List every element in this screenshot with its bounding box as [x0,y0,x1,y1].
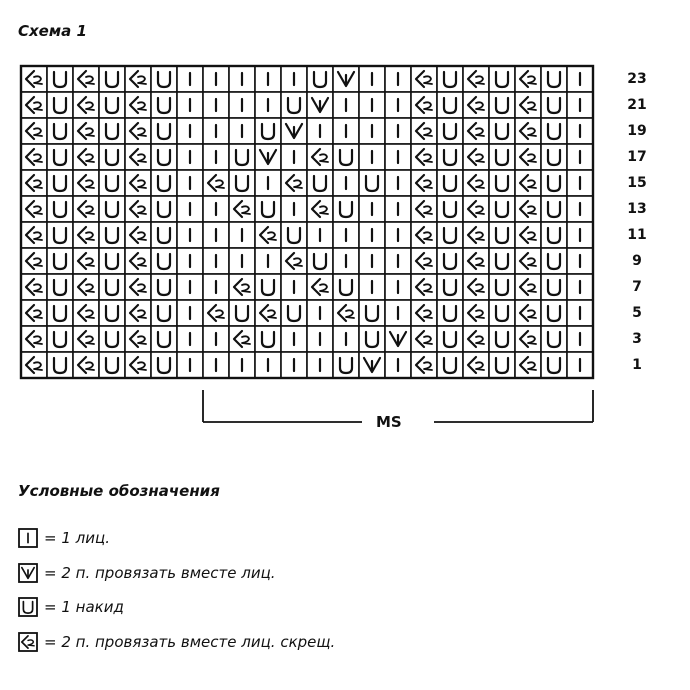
knit-stitch-cell [385,170,411,196]
yarn-over-cell [489,326,515,352]
legend-text: = 1 лиц. [44,529,110,547]
chart-title: Схема 1 [18,22,87,40]
yarn-over-cell [47,118,73,144]
k2tog-tbl-cell [515,92,541,118]
chart-row-1 [21,352,593,378]
k2tog-tbl-icon [18,632,38,652]
knit-stitch-cell [333,326,359,352]
knit-stitch-cell [255,248,281,274]
yarn-over-cell [541,144,567,170]
knit-stitch-cell [229,222,255,248]
k2tog-tbl-cell [21,352,47,378]
yarn-over-cell [489,222,515,248]
yarn-over-cell [47,144,73,170]
yarn-over-cell [307,170,333,196]
k2tog-tbl-cell [73,170,99,196]
yarn-over-cell [47,300,73,326]
knit-stitch-cell [385,274,411,300]
k2tog-tbl-cell [73,92,99,118]
knit-stitch-cell [255,66,281,92]
yarn-over-cell [151,326,177,352]
k2tog-tbl-cell [125,196,151,222]
k2tog-tbl-cell [21,196,47,222]
knit-stitch-cell [177,92,203,118]
chart-row-3 [21,326,593,352]
knit-stitch-cell [567,326,593,352]
row-number: 21 [627,97,647,113]
knit-stitch-cell [385,66,411,92]
k2tog-tbl-cell [411,144,437,170]
knit-stitch-cell [567,352,593,378]
knit-stitch-cell [281,274,307,300]
row-number: 7 [632,279,642,295]
yarn-over-cell [333,274,359,300]
k2tog-tbl-cell [463,248,489,274]
knit-stitch-cell [255,170,281,196]
knit-stitch-cell [255,92,281,118]
row-number: 3 [632,331,642,347]
yarn-over-cell [333,196,359,222]
row-number: 13 [627,201,647,217]
k2tog-tbl-cell [229,274,255,300]
yarn-over-cell [489,66,515,92]
yarn-over-cell [151,92,177,118]
k2tog-tbl-cell [73,144,99,170]
knit-stitch-cell [229,118,255,144]
yarn-over-cell [541,196,567,222]
yarn-over-cell [541,248,567,274]
k2tog-tbl-cell [125,300,151,326]
knit-stitch-icon [18,528,38,548]
k2tog-tbl-cell [411,66,437,92]
k2tog-tbl-cell [411,222,437,248]
k2tog-tbl-cell [515,326,541,352]
k2tog-tbl-cell [463,92,489,118]
knit-stitch-cell [281,196,307,222]
k2tog-tbl-cell [73,352,99,378]
k2tog-tbl-cell [515,300,541,326]
yarn-over-cell [437,170,463,196]
yarn-over-cell [359,170,385,196]
yarn-over-cell [151,222,177,248]
knit-stitch-cell [177,118,203,144]
k2tog-tbl-cell [463,222,489,248]
yarn-over-cell [47,326,73,352]
knit-stitch-cell [333,248,359,274]
yarn-over-cell [489,170,515,196]
k2tog-tbl-cell [463,326,489,352]
k2tog-tbl-cell [255,300,281,326]
repeat-label: MS [376,413,402,431]
legend-text: = 2 п. провязать вместе лиц. скрещ. [44,633,336,651]
k2tog-tbl-cell [21,170,47,196]
knit-stitch-cell [229,92,255,118]
k2tog-tbl-cell [307,196,333,222]
k2tog-tbl-cell [73,326,99,352]
knit-stitch-cell [281,66,307,92]
yarn-over-cell [99,118,125,144]
row-number: 1 [632,357,642,373]
k2tog-tbl-cell [411,352,437,378]
legend-text: = 1 накид [44,598,124,616]
k2tog-tbl-cell [515,274,541,300]
k2tog-tbl-cell [411,248,437,274]
k2tog-tbl-cell [21,274,47,300]
legend-title: Условные обозначения [18,482,220,500]
k2tog-cell [333,66,359,92]
yarn-over-cell [333,144,359,170]
knit-stitch-cell [359,222,385,248]
knit-stitch-cell [177,222,203,248]
yarn-over-cell [437,92,463,118]
k2tog-tbl-cell [463,274,489,300]
knit-stitch-cell [177,274,203,300]
k2tog-tbl-cell [73,66,99,92]
yarn-over-cell [437,300,463,326]
k2tog-cell [281,118,307,144]
knit-stitch-cell [567,144,593,170]
yarn-over-cell [541,326,567,352]
knit-stitch-cell [177,300,203,326]
knit-stitch-cell [385,248,411,274]
yarn-over-cell [541,300,567,326]
k2tog-tbl-cell [21,66,47,92]
k2tog-tbl-cell [125,92,151,118]
k2tog-tbl-cell [125,118,151,144]
k2tog-tbl-cell [515,248,541,274]
k2tog-tbl-cell [21,300,47,326]
yarn-over-cell [541,170,567,196]
yarn-over-cell [437,118,463,144]
yarn-over-cell [437,274,463,300]
knit-stitch-cell [203,196,229,222]
knit-stitch-cell [567,222,593,248]
k2tog-tbl-cell [463,196,489,222]
knit-stitch-cell [177,352,203,378]
yarn-over-cell [47,92,73,118]
knit-stitch-cell [177,196,203,222]
k2tog-tbl-cell [255,222,281,248]
knit-stitch-cell [333,222,359,248]
yarn-over-cell [437,352,463,378]
knit-stitch-cell [307,352,333,378]
yarn-over-cell [541,222,567,248]
yarn-over-cell [47,248,73,274]
row-number: 11 [627,227,647,243]
knit-stitch-cell [281,326,307,352]
knit-stitch-cell [385,144,411,170]
yarn-over-cell [437,326,463,352]
yarn-over-cell [151,144,177,170]
k2tog-tbl-cell [73,300,99,326]
k2tog-tbl-cell [463,352,489,378]
chart-row-19 [21,118,593,144]
knit-stitch-cell [307,118,333,144]
chart-row-9 [21,248,593,274]
k2tog-tbl-cell [229,196,255,222]
k2tog-tbl-cell [21,326,47,352]
k2tog-tbl-cell [307,274,333,300]
yarn-over-cell [47,170,73,196]
row-number: 19 [627,123,647,139]
yarn-over-cell [151,66,177,92]
chart-row-13 [21,196,593,222]
k2tog-tbl-cell [125,352,151,378]
yarn-over-icon [18,597,38,617]
knit-stitch-cell [177,326,203,352]
yarn-over-cell [541,118,567,144]
chart-row-17 [21,144,593,170]
chart-row-15 [21,170,593,196]
k2tog-cell [307,92,333,118]
knit-stitch-cell [567,274,593,300]
knit-stitch-cell [203,118,229,144]
knit-stitch-cell [203,66,229,92]
knit-stitch-cell [567,300,593,326]
k2tog-tbl-cell [463,66,489,92]
knit-stitch-cell [229,352,255,378]
yarn-over-cell [489,248,515,274]
knit-stitch-cell [385,196,411,222]
k2tog-cell [255,144,281,170]
knit-stitch-cell [203,222,229,248]
yarn-over-cell [255,118,281,144]
k2tog-tbl-cell [463,170,489,196]
knit-stitch-cell [567,92,593,118]
k2tog-tbl-cell [411,118,437,144]
yarn-over-cell [437,222,463,248]
knit-stitch-cell [177,66,203,92]
k2tog-tbl-cell [411,196,437,222]
yarn-over-cell [47,352,73,378]
k2tog-tbl-cell [73,118,99,144]
knit-stitch-cell [203,352,229,378]
yarn-over-cell [229,300,255,326]
yarn-over-cell [99,66,125,92]
yarn-over-cell [489,300,515,326]
knit-stitch-cell [359,118,385,144]
yarn-over-cell [99,170,125,196]
k2tog-tbl-cell [411,170,437,196]
yarn-over-cell [151,170,177,196]
k2tog-tbl-cell [73,222,99,248]
knit-stitch-cell [203,144,229,170]
yarn-over-cell [255,196,281,222]
yarn-over-cell [281,222,307,248]
k2tog-tbl-cell [21,92,47,118]
yarn-over-cell [99,352,125,378]
yarn-over-cell [151,196,177,222]
yarn-over-cell [281,300,307,326]
knit-stitch-cell [567,248,593,274]
k2tog-tbl-cell [463,118,489,144]
row-number: 15 [627,175,647,191]
row-number: 9 [632,253,642,269]
row-number: 23 [627,71,647,87]
yarn-over-cell [489,144,515,170]
k2tog-tbl-cell [333,300,359,326]
k2tog-tbl-cell [515,352,541,378]
knit-stitch-cell [203,248,229,274]
yarn-over-cell [437,196,463,222]
yarn-over-cell [151,300,177,326]
knit-stitch-cell [359,248,385,274]
yarn-over-cell [99,326,125,352]
chart-row-23 [21,66,593,92]
knit-stitch-cell [359,92,385,118]
yarn-over-cell [151,352,177,378]
knit-stitch-cell [229,66,255,92]
yarn-over-cell [151,118,177,144]
knit-stitch-cell [307,222,333,248]
k2tog-tbl-cell [463,300,489,326]
yarn-over-cell [47,222,73,248]
knit-stitch-cell [333,170,359,196]
knit-stitch-cell [203,92,229,118]
knit-stitch-cell [281,144,307,170]
yarn-over-cell [151,248,177,274]
k2tog-tbl-cell [411,326,437,352]
yarn-over-cell [541,66,567,92]
yarn-over-cell [229,144,255,170]
k2tog-tbl-cell [125,66,151,92]
k2tog-tbl-cell [125,170,151,196]
k2tog-tbl-cell [125,222,151,248]
k2tog-icon [18,563,38,583]
knit-stitch-cell [359,196,385,222]
k2tog-tbl-cell [21,144,47,170]
yarn-over-cell [99,196,125,222]
knit-stitch-cell [333,92,359,118]
knit-stitch-cell [567,66,593,92]
k2tog-tbl-cell [73,248,99,274]
knit-stitch-cell [307,326,333,352]
yarn-over-cell [47,66,73,92]
yarn-over-cell [99,300,125,326]
k2tog-tbl-cell [281,248,307,274]
knit-stitch-cell [281,352,307,378]
knit-stitch-cell [385,92,411,118]
yarn-over-cell [333,352,359,378]
yarn-over-cell [359,326,385,352]
k2tog-tbl-cell [515,196,541,222]
k2tog-tbl-cell [21,222,47,248]
yarn-over-cell [229,170,255,196]
knit-stitch-cell [385,352,411,378]
k2tog-tbl-cell [515,144,541,170]
row-number: 17 [627,149,647,165]
knit-stitch-cell [307,300,333,326]
k2tog-tbl-cell [281,170,307,196]
k2tog-tbl-cell [73,274,99,300]
yarn-over-cell [541,274,567,300]
k2tog-tbl-cell [515,170,541,196]
yarn-over-cell [359,300,385,326]
yarn-over-cell [489,92,515,118]
chart-row-5 [21,300,593,326]
knit-stitch-cell [567,170,593,196]
yarn-over-cell [47,274,73,300]
knit-stitch-cell [359,144,385,170]
knit-stitch-cell [567,196,593,222]
chart-row-11 [21,222,593,248]
knit-stitch-cell [255,352,281,378]
knit-stitch-cell [177,144,203,170]
knit-stitch-cell [229,248,255,274]
yarn-over-cell [541,92,567,118]
yarn-over-cell [255,274,281,300]
yarn-over-cell [489,352,515,378]
k2tog-cell [359,352,385,378]
yarn-over-cell [307,248,333,274]
k2tog-tbl-cell [203,170,229,196]
knit-stitch-cell [177,170,203,196]
knit-stitch-cell [385,118,411,144]
yarn-over-cell [437,248,463,274]
k2tog-tbl-cell [411,300,437,326]
row-number: 5 [632,305,642,321]
k2tog-tbl-cell [515,118,541,144]
legend-text: = 2 п. провязать вместе лиц. [44,564,276,582]
yarn-over-cell [99,92,125,118]
knit-stitch-cell [385,222,411,248]
k2tog-tbl-cell [463,144,489,170]
k2tog-tbl-cell [125,326,151,352]
yarn-over-cell [99,248,125,274]
k2tog-tbl-cell [411,92,437,118]
yarn-over-cell [281,92,307,118]
k2tog-tbl-cell [307,144,333,170]
knit-stitch-cell [203,274,229,300]
k2tog-tbl-cell [229,326,255,352]
knit-stitch-cell [177,248,203,274]
yarn-over-cell [489,118,515,144]
knit-stitch-cell [359,66,385,92]
yarn-over-cell [255,326,281,352]
yarn-over-cell [489,274,515,300]
k2tog-tbl-cell [73,196,99,222]
k2tog-tbl-cell [21,118,47,144]
knit-stitch-cell [567,118,593,144]
yarn-over-cell [99,144,125,170]
yarn-over-cell [437,66,463,92]
yarn-over-cell [541,352,567,378]
knit-stitch-cell [359,274,385,300]
chart-row-21 [21,92,593,118]
yarn-over-cell [99,222,125,248]
k2tog-tbl-cell [125,274,151,300]
yarn-over-cell [307,66,333,92]
k2tog-cell [385,326,411,352]
yarn-over-cell [99,274,125,300]
k2tog-tbl-cell [125,144,151,170]
yarn-over-cell [489,196,515,222]
knit-stitch-cell [203,326,229,352]
yarn-over-cell [47,196,73,222]
k2tog-tbl-cell [515,222,541,248]
k2tog-tbl-cell [21,248,47,274]
k2tog-tbl-cell [515,66,541,92]
yarn-over-cell [151,274,177,300]
k2tog-tbl-cell [411,274,437,300]
k2tog-tbl-cell [203,300,229,326]
knit-stitch-cell [385,300,411,326]
k2tog-tbl-cell [125,248,151,274]
chart-row-7 [21,274,593,300]
knit-stitch-cell [333,118,359,144]
yarn-over-cell [437,144,463,170]
